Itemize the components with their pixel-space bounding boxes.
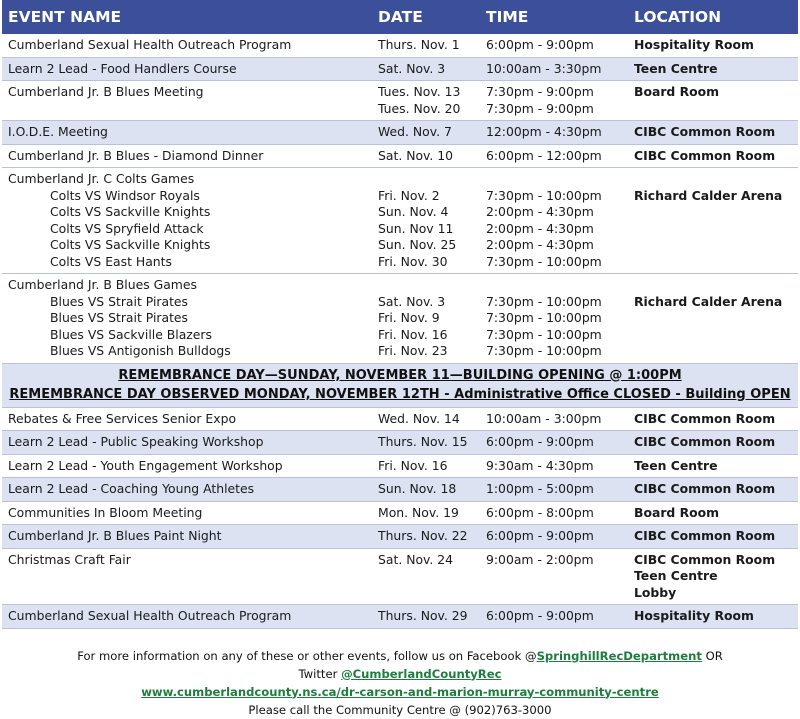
footer-phone: Please call the Community Centre @ (902)763-3000 [248, 702, 552, 717]
date-line: Tues. Nov. 20 [378, 100, 461, 116]
event-location [634, 458, 798, 475]
header-location: LOCATION [634, 8, 722, 26]
event-time [486, 458, 634, 475]
date-line: Sat. Nov. 10 [378, 147, 454, 163]
game-date: Sun. Nov 11 [378, 220, 454, 236]
banner-line-1: REMEMBRANCE DAY—SUNDAY, NOVEMBER 11—BUILDING OPENING @ 1:00PM [118, 367, 682, 383]
game-name: Blues VS Antigonish Bulldogs [50, 343, 231, 358]
date-line: Sat. Nov. 3 [378, 60, 446, 76]
time-line: 6:00pm - 9:00pm [486, 37, 594, 52]
event-name: Christmas Craft Fair [8, 551, 131, 567]
event-name: Cumberland Sexual Health Outreach Program [8, 608, 292, 623]
table-row [2, 455, 798, 479]
date-line: Thurs. Nov. 1 [378, 37, 460, 52]
twitter-link[interactable]: @CumberlandCountyRec [341, 666, 502, 681]
table-row [2, 502, 798, 526]
footer-line-3 [2, 683, 798, 701]
event-time [486, 37, 634, 54]
location-line: Teen Centre [634, 457, 718, 473]
game-name: Colts VS Sackville Knights [50, 237, 211, 252]
location-line: CIBC Common Room [634, 434, 776, 449]
blues-title: Cumberland Jr. B Blues Games [8, 277, 197, 292]
event-time [486, 608, 634, 625]
footer-line-1: For more information on any of these or other events, follow us on Facebook @SpringhillRecDepartment OR [77, 648, 723, 663]
colts-games-block [2, 168, 798, 274]
event-location [634, 434, 798, 451]
event-date [378, 124, 486, 141]
time-line: 10:00am - 3:30pm [486, 60, 602, 76]
event-time [486, 84, 634, 117]
game-name: Colts VS East Hants [50, 253, 172, 269]
location-line: Board Room [634, 84, 720, 99]
location-line: CIBC Common Room [634, 410, 776, 426]
date-line: Sun. Nov. 18 [378, 481, 457, 496]
game-date: Fri. Nov. 16 [378, 326, 448, 342]
game-time: 2:00pm - 4:30pm [486, 220, 594, 236]
event-name: Rebates & Free Services Senior Expo [8, 410, 237, 426]
date-line: Wed. Nov. 14 [378, 410, 460, 426]
event-time [486, 411, 634, 428]
table-row [2, 525, 798, 549]
event-location [634, 608, 798, 625]
event-name: Communities In Bloom Meeting [8, 504, 203, 520]
table-row [2, 549, 798, 606]
header-date: DATE [378, 8, 423, 26]
footer [2, 647, 798, 719]
blues-games-block [2, 274, 798, 364]
game-time: 7:30pm - 10:00pm [486, 343, 602, 358]
event-date [378, 458, 486, 475]
game-time: 7:30pm - 10:00pm [486, 253, 602, 269]
date-line: Thurs. Nov. 29 [378, 608, 468, 623]
event-time [486, 481, 634, 498]
event-date [378, 84, 486, 117]
event-date [378, 552, 486, 602]
game-date: Sat. Nov. 3 [378, 293, 446, 309]
game-name: Colts VS Spryfield Attack [50, 220, 204, 236]
event-location [634, 528, 798, 545]
location-line: CIBC Common Room [634, 551, 776, 567]
table-row [2, 408, 798, 432]
event-time [486, 148, 634, 165]
table-row [2, 81, 798, 121]
game-date: Fri. Nov. 23 [378, 343, 448, 358]
event-name: I.O.D.E. Meeting [8, 124, 108, 139]
event-date [378, 37, 486, 54]
game-name: Colts VS Sackville Knights [50, 204, 211, 219]
event-date [378, 148, 486, 165]
event-location [634, 37, 798, 54]
time-line: 9:00am - 2:00pm [486, 551, 594, 567]
event-name: Cumberland Jr. B Blues Paint Night [8, 528, 222, 543]
game-date: Fri. Nov. 9 [378, 310, 440, 325]
date-line: Mon. Nov. 19 [378, 504, 459, 520]
time-line: 12:00pm - 4:30pm [486, 124, 602, 139]
event-name: Cumberland Jr. B Blues Meeting [8, 84, 204, 99]
colts-location: Richard Calder Arena [634, 187, 783, 203]
event-name: Learn 2 Lead - Youth Engagement Workshop [8, 457, 283, 473]
header-event-name: EVENT NAME [8, 8, 122, 26]
table-row [2, 431, 798, 455]
event-location [634, 411, 798, 428]
event-location [634, 505, 798, 522]
date-line: Sat. Nov. 24 [378, 551, 454, 567]
event-location [634, 124, 798, 141]
game-date: Sun. Nov. 25 [378, 237, 457, 252]
blues-location: Richard Calder Arena [634, 293, 783, 309]
event-location [634, 61, 798, 78]
location-line: CIBC Common Room [634, 481, 776, 496]
game-date: Fri. Nov. 2 [378, 187, 440, 203]
header-time: TIME [486, 8, 529, 26]
event-time [486, 434, 634, 451]
event-date [378, 505, 486, 522]
events-top [2, 34, 798, 168]
website-link[interactable]: www.cumberlandcounty.ns.ca/dr-carson-and-marion-murray-community-centre [141, 684, 659, 699]
date-line: Wed. Nov. 7 [378, 124, 452, 139]
date-line: Thurs. Nov. 15 [378, 434, 468, 449]
event-name: Cumberland Sexual Health Outreach Program [8, 37, 292, 52]
time-line: 10:00am - 3:00pm [486, 410, 602, 426]
location-line: Board Room [634, 504, 720, 520]
location-line: CIBC Common Room [634, 528, 776, 543]
time-line: 6:00pm - 8:00pm [486, 504, 594, 520]
location-line: Lobby [634, 584, 677, 600]
game-time: 2:00pm - 4:30pm [486, 204, 594, 219]
table-row [2, 145, 798, 169]
game-time: 7:30pm - 10:00pm [486, 293, 602, 309]
event-schedule [2, 0, 798, 719]
event-location [634, 481, 798, 498]
event-location [634, 552, 798, 602]
event-date [378, 608, 486, 625]
time-line: 6:00pm - 9:00pm [486, 608, 594, 623]
time-line: 1:00pm - 5:00pm [486, 481, 594, 496]
date-line: Fri. Nov. 16 [378, 457, 448, 473]
location-line: CIBC Common Room [634, 147, 776, 163]
table-row [2, 121, 798, 145]
event-date [378, 61, 486, 78]
game-time: 2:00pm - 4:30pm [486, 237, 594, 252]
game-time: 7:30pm - 10:00pm [486, 187, 602, 203]
table-header [2, 0, 798, 34]
game-time: 7:30pm - 10:00pm [486, 310, 602, 325]
remembrance-banner [2, 364, 798, 408]
time-line: 7:30pm - 9:00pm [486, 84, 594, 99]
table-row [2, 58, 798, 82]
table-row [2, 34, 798, 58]
location-line: Teen Centre [634, 568, 718, 583]
event-name: Learn 2 Lead - Coaching Young Athletes [8, 481, 255, 496]
time-line: 6:00pm - 9:00pm [486, 434, 594, 449]
location-line: Teen Centre [634, 60, 718, 76]
game-name: Blues VS Strait Pirates [50, 310, 189, 325]
event-time [486, 505, 634, 522]
facebook-link[interactable]: SpringhillRecDepartment [536, 648, 702, 663]
location-line: CIBC Common Room [634, 124, 776, 139]
event-location [634, 148, 798, 165]
event-date [378, 411, 486, 428]
event-time [486, 61, 634, 78]
time-line: 6:00pm - 12:00pm [486, 147, 602, 163]
event-name: Learn 2 Lead - Public Speaking Workshop [8, 434, 264, 449]
event-name: Cumberland Jr. B Blues - Diamond Dinner [8, 147, 264, 163]
time-line: 9:30am - 4:30pm [486, 457, 594, 473]
event-name: Learn 2 Lead - Food Handlers Course [8, 60, 237, 76]
time-line: 6:00pm - 9:00pm [486, 528, 594, 543]
date-line: Thurs. Nov. 22 [378, 528, 468, 543]
event-time [486, 552, 634, 602]
table-row [2, 478, 798, 502]
footer-line-2: Twitter @CumberlandCountyRec [298, 666, 502, 681]
banner-line-2: REMEMBRANCE DAY OBSERVED MONDAY, NOVEMBER 12TH - Administrative Office CLOSED - Building OPEN [9, 386, 791, 402]
location-line: Hospitality Room [634, 608, 754, 623]
time-line: 7:30pm - 9:00pm [486, 100, 594, 116]
game-time: 7:30pm - 10:00pm [486, 326, 602, 342]
event-date [378, 528, 486, 545]
game-date: Fri. Nov. 30 [378, 253, 448, 269]
event-location [634, 84, 798, 117]
game-name: Colts VS Windsor Royals [50, 187, 200, 203]
events-bottom [2, 408, 798, 629]
event-time [486, 124, 634, 141]
date-line: Tues. Nov. 13 [378, 84, 461, 99]
event-time [486, 528, 634, 545]
event-date [378, 434, 486, 451]
game-name: Blues VS Strait Pirates [50, 293, 189, 309]
location-line: Hospitality Room [634, 37, 754, 52]
table-row [2, 605, 798, 629]
game-date: Sun. Nov. 4 [378, 204, 449, 219]
colts-title: Cumberland Jr. C Colts Games [8, 171, 195, 186]
event-date [378, 481, 486, 498]
game-name: Blues VS Sackville Blazers [50, 326, 212, 342]
